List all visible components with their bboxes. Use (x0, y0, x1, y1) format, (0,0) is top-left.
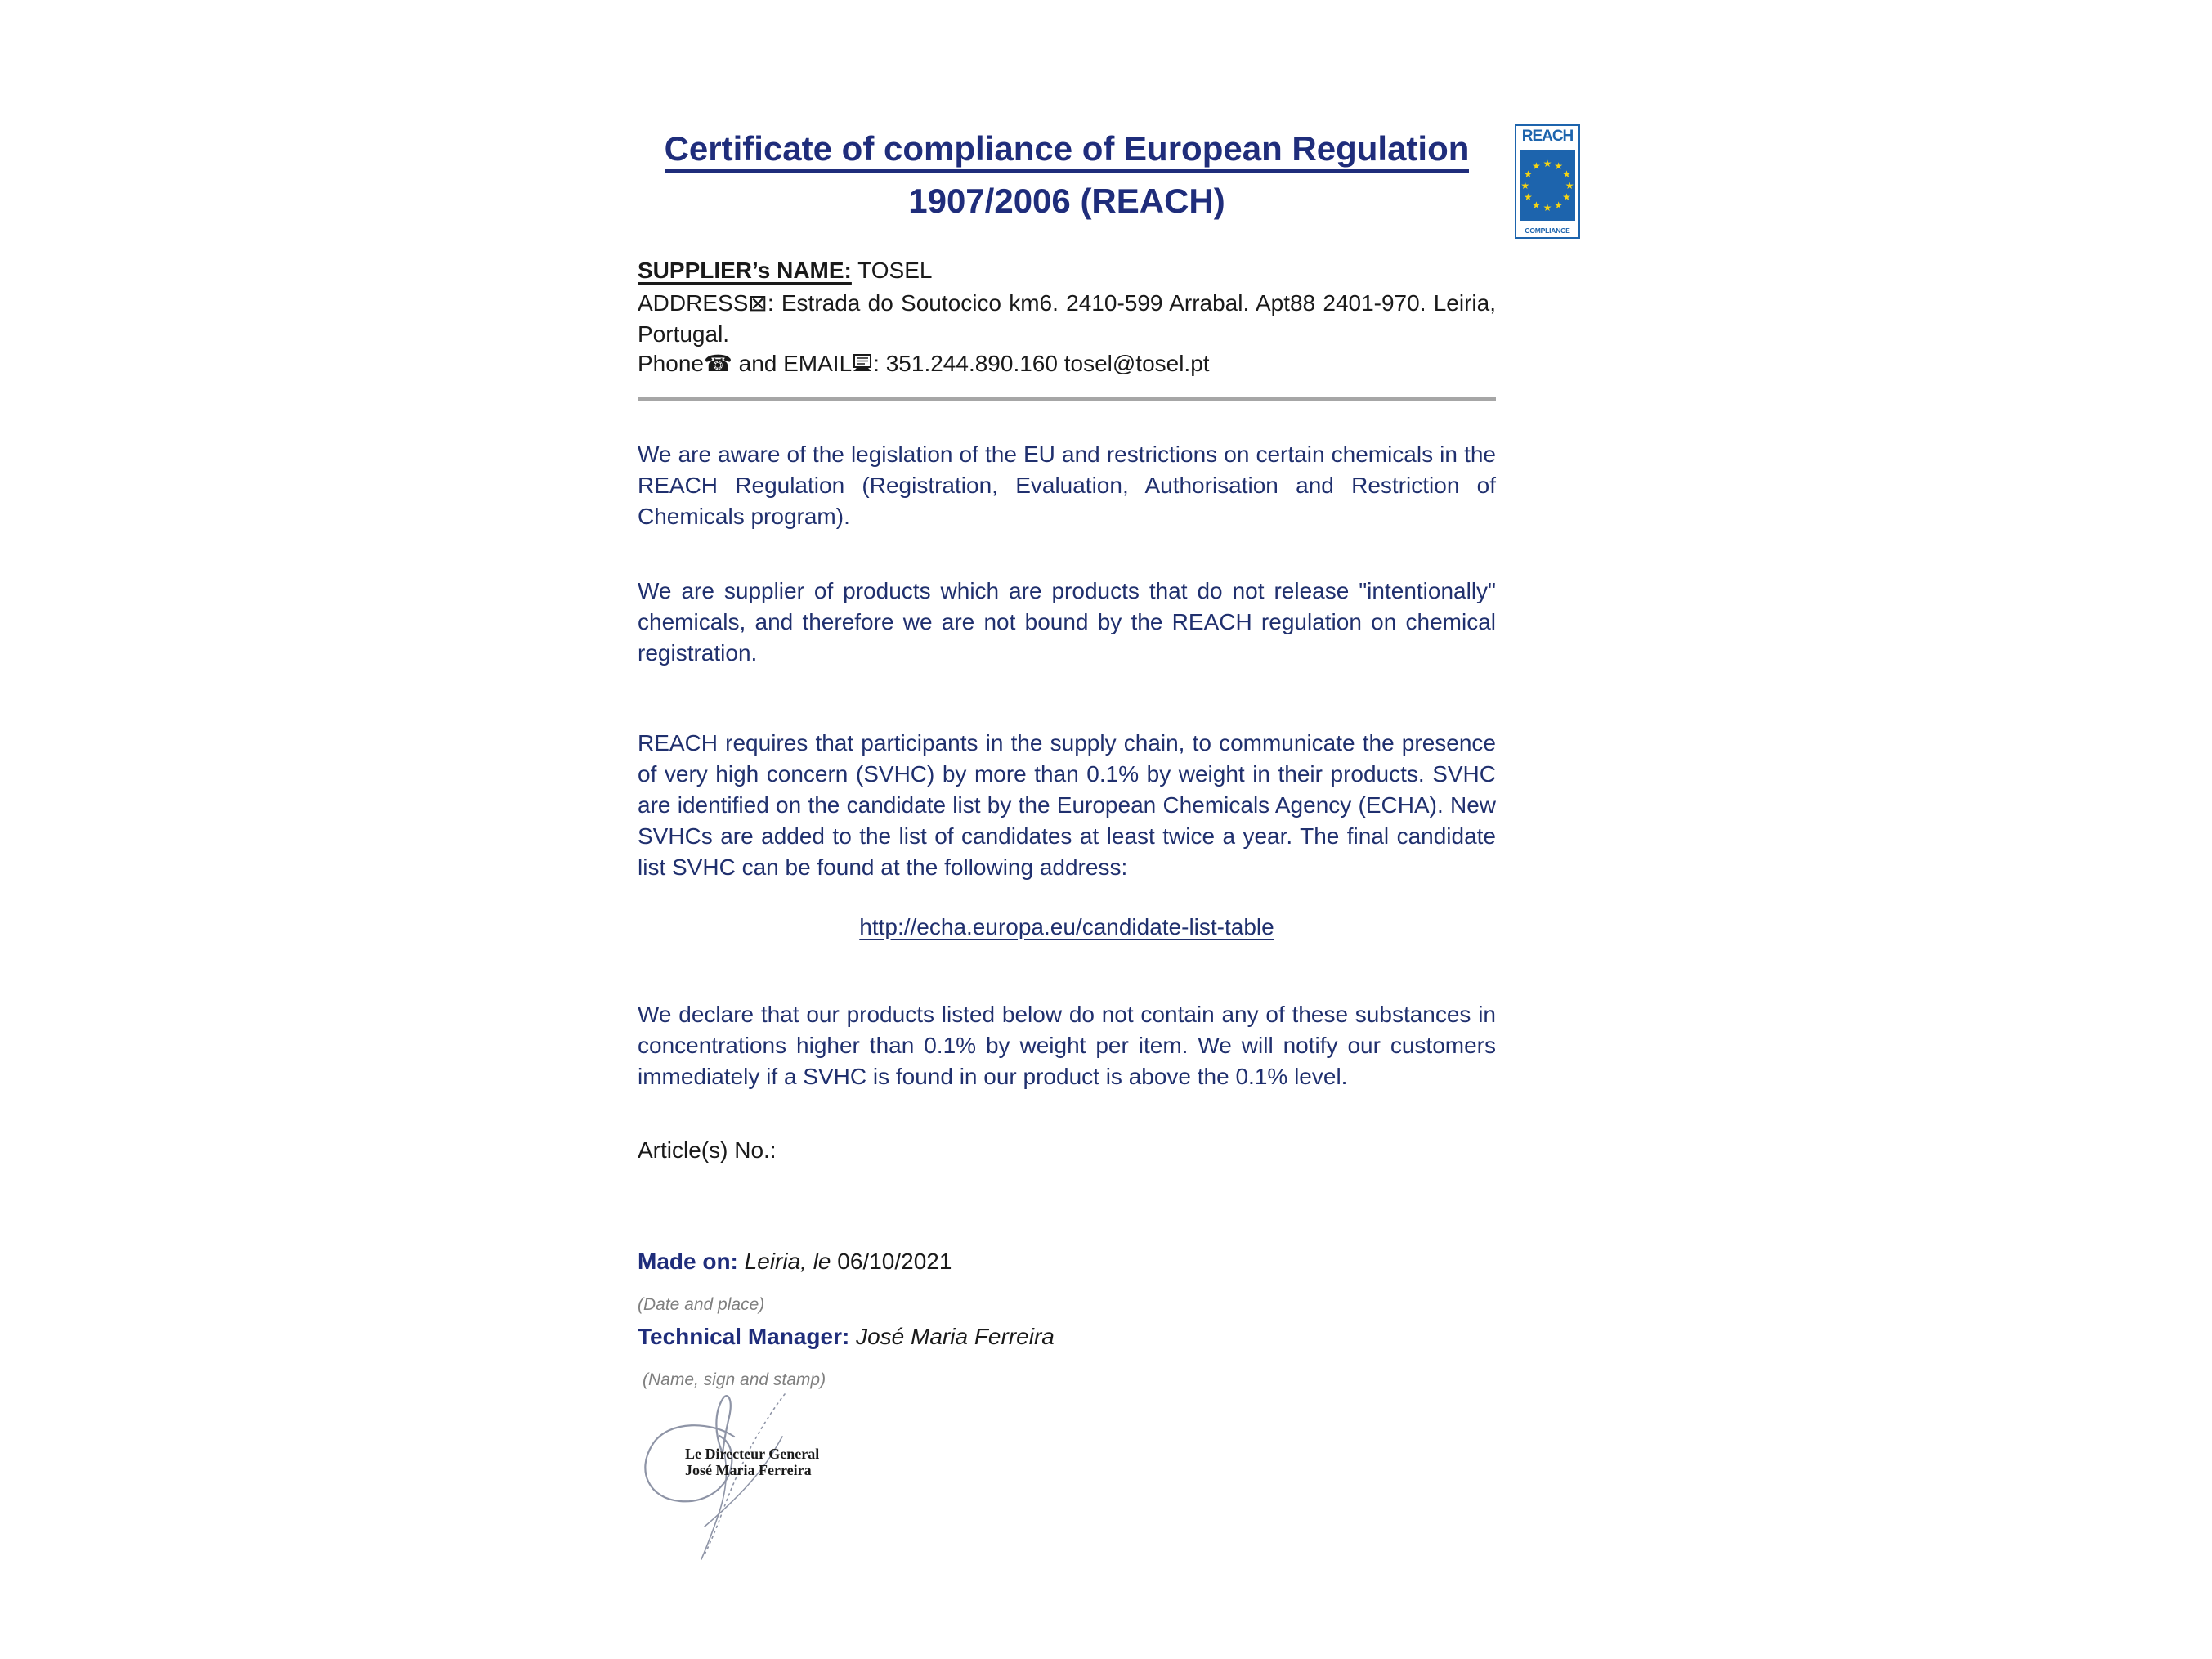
eu-star-icon: ★ (1543, 202, 1552, 214)
eu-star-icon: ★ (1532, 199, 1541, 211)
candidate-list-link-line (638, 914, 1496, 940)
eu-star-icon: ★ (1554, 199, 1563, 211)
candidate-list-link[interactable]: http://echa.europa.eu/candidate-list-table (859, 914, 1274, 939)
eu-star-icon: ★ (1562, 168, 1571, 181)
supplier-name-label: SUPPLIER’s NAME: (638, 258, 852, 283)
paragraph-declaration: We declare that our products listed below do not contain any of these substances in concentrations higher than 0.1% by weight per item. We will notify our customers immediately if a SVHC is found in our product is above the 0.1% level. (638, 1002, 1496, 1089)
address-label: ADDRESS (638, 290, 749, 316)
computer-icon (852, 353, 873, 374)
made-on-place: Leiria, le (737, 1249, 831, 1274)
compliance-logo-label: COMPLIANCE (1525, 226, 1570, 235)
eu-star-icon: ★ (1532, 160, 1541, 173)
paragraph-svhc-requirements: REACH requires that participants in the supply chain, to communicate the presence of very high concern (SVHC) by more than 0.1% by weight in their products. SVHC are identified on the candidate list by the European Chemicals Agency (ECHA). New SVHCs are added to the list of candidates at least twice a year. The final candidate list SVHC can be found at the following address: (638, 730, 1496, 880)
technical-manager-name: José Maria Ferreira (849, 1324, 1055, 1349)
eu-star-icon: ★ (1520, 180, 1530, 191)
envelope-icon: ⊠ (748, 290, 768, 316)
page-title-line1: Certificate of compliance of European Regulation (638, 123, 1496, 175)
name-sign-stamp-hint: (Name, sign and stamp) (643, 1370, 826, 1389)
eu-star-icon: ★ (1524, 191, 1533, 203)
articles-no-label: Article(s) No.: (638, 1137, 777, 1163)
technical-manager-line (638, 1321, 1496, 1352)
paragraph-supplier-statement: We are supplier of products which are products that do not release "intentionally" chemicals, and therefore we are not bound by the REACH regulation on chemical registration. (638, 578, 1496, 666)
reach-logo-label: REACH (1521, 128, 1574, 145)
eu-star-icon: ★ (1565, 180, 1574, 191)
email-label: and EMAIL (732, 351, 853, 376)
made-on-label: Made on: (638, 1249, 738, 1274)
signature-text-block (685, 1446, 819, 1478)
technical-manager-label: Technical Manager: (638, 1324, 850, 1349)
document-header (638, 123, 1496, 227)
eu-star-icon: ★ (1562, 191, 1571, 203)
supplier-name-line (638, 255, 1496, 286)
page-title-line2: 1907/2006 (REACH) (908, 182, 1225, 220)
eu-star-icon: ★ (1524, 168, 1533, 181)
date-place-hint: (Date and place) (638, 1295, 765, 1314)
phone-label: Phone (638, 351, 704, 376)
contact-value: : 351.244.890.160 tosel@tosel.pt (873, 351, 1210, 376)
phone-icon: ☎ (703, 351, 732, 376)
signature-name: José Maria Ferreira (685, 1462, 812, 1478)
address-value: : Estrada do Soutocico km6. 2410-599 Arrabal. Apt88 2401-970. Leiria, Portugal. (638, 290, 1496, 347)
eu-flag-stars (1520, 150, 1575, 221)
made-on-line (638, 1246, 1496, 1277)
supplier-contact-line (638, 348, 1496, 379)
made-on-date: 06/10/2021 (831, 1249, 952, 1274)
separator-rule (638, 397, 1496, 401)
reach-compliance-logo (1515, 124, 1580, 239)
eu-star-icon: ★ (1543, 157, 1552, 169)
eu-star-icon: ★ (1554, 160, 1563, 173)
signature-title: Le Directeur General (685, 1446, 820, 1462)
supplier-address-line (638, 288, 1496, 350)
supplier-name-value: TOSEL (851, 258, 933, 283)
paragraph-awareness: We are aware of the legislation of the EU and restrictions on certain chemicals in the REACH Regulation (Registration, Evaluation, Authorisation and Restriction of Chemicals program). (638, 442, 1496, 529)
